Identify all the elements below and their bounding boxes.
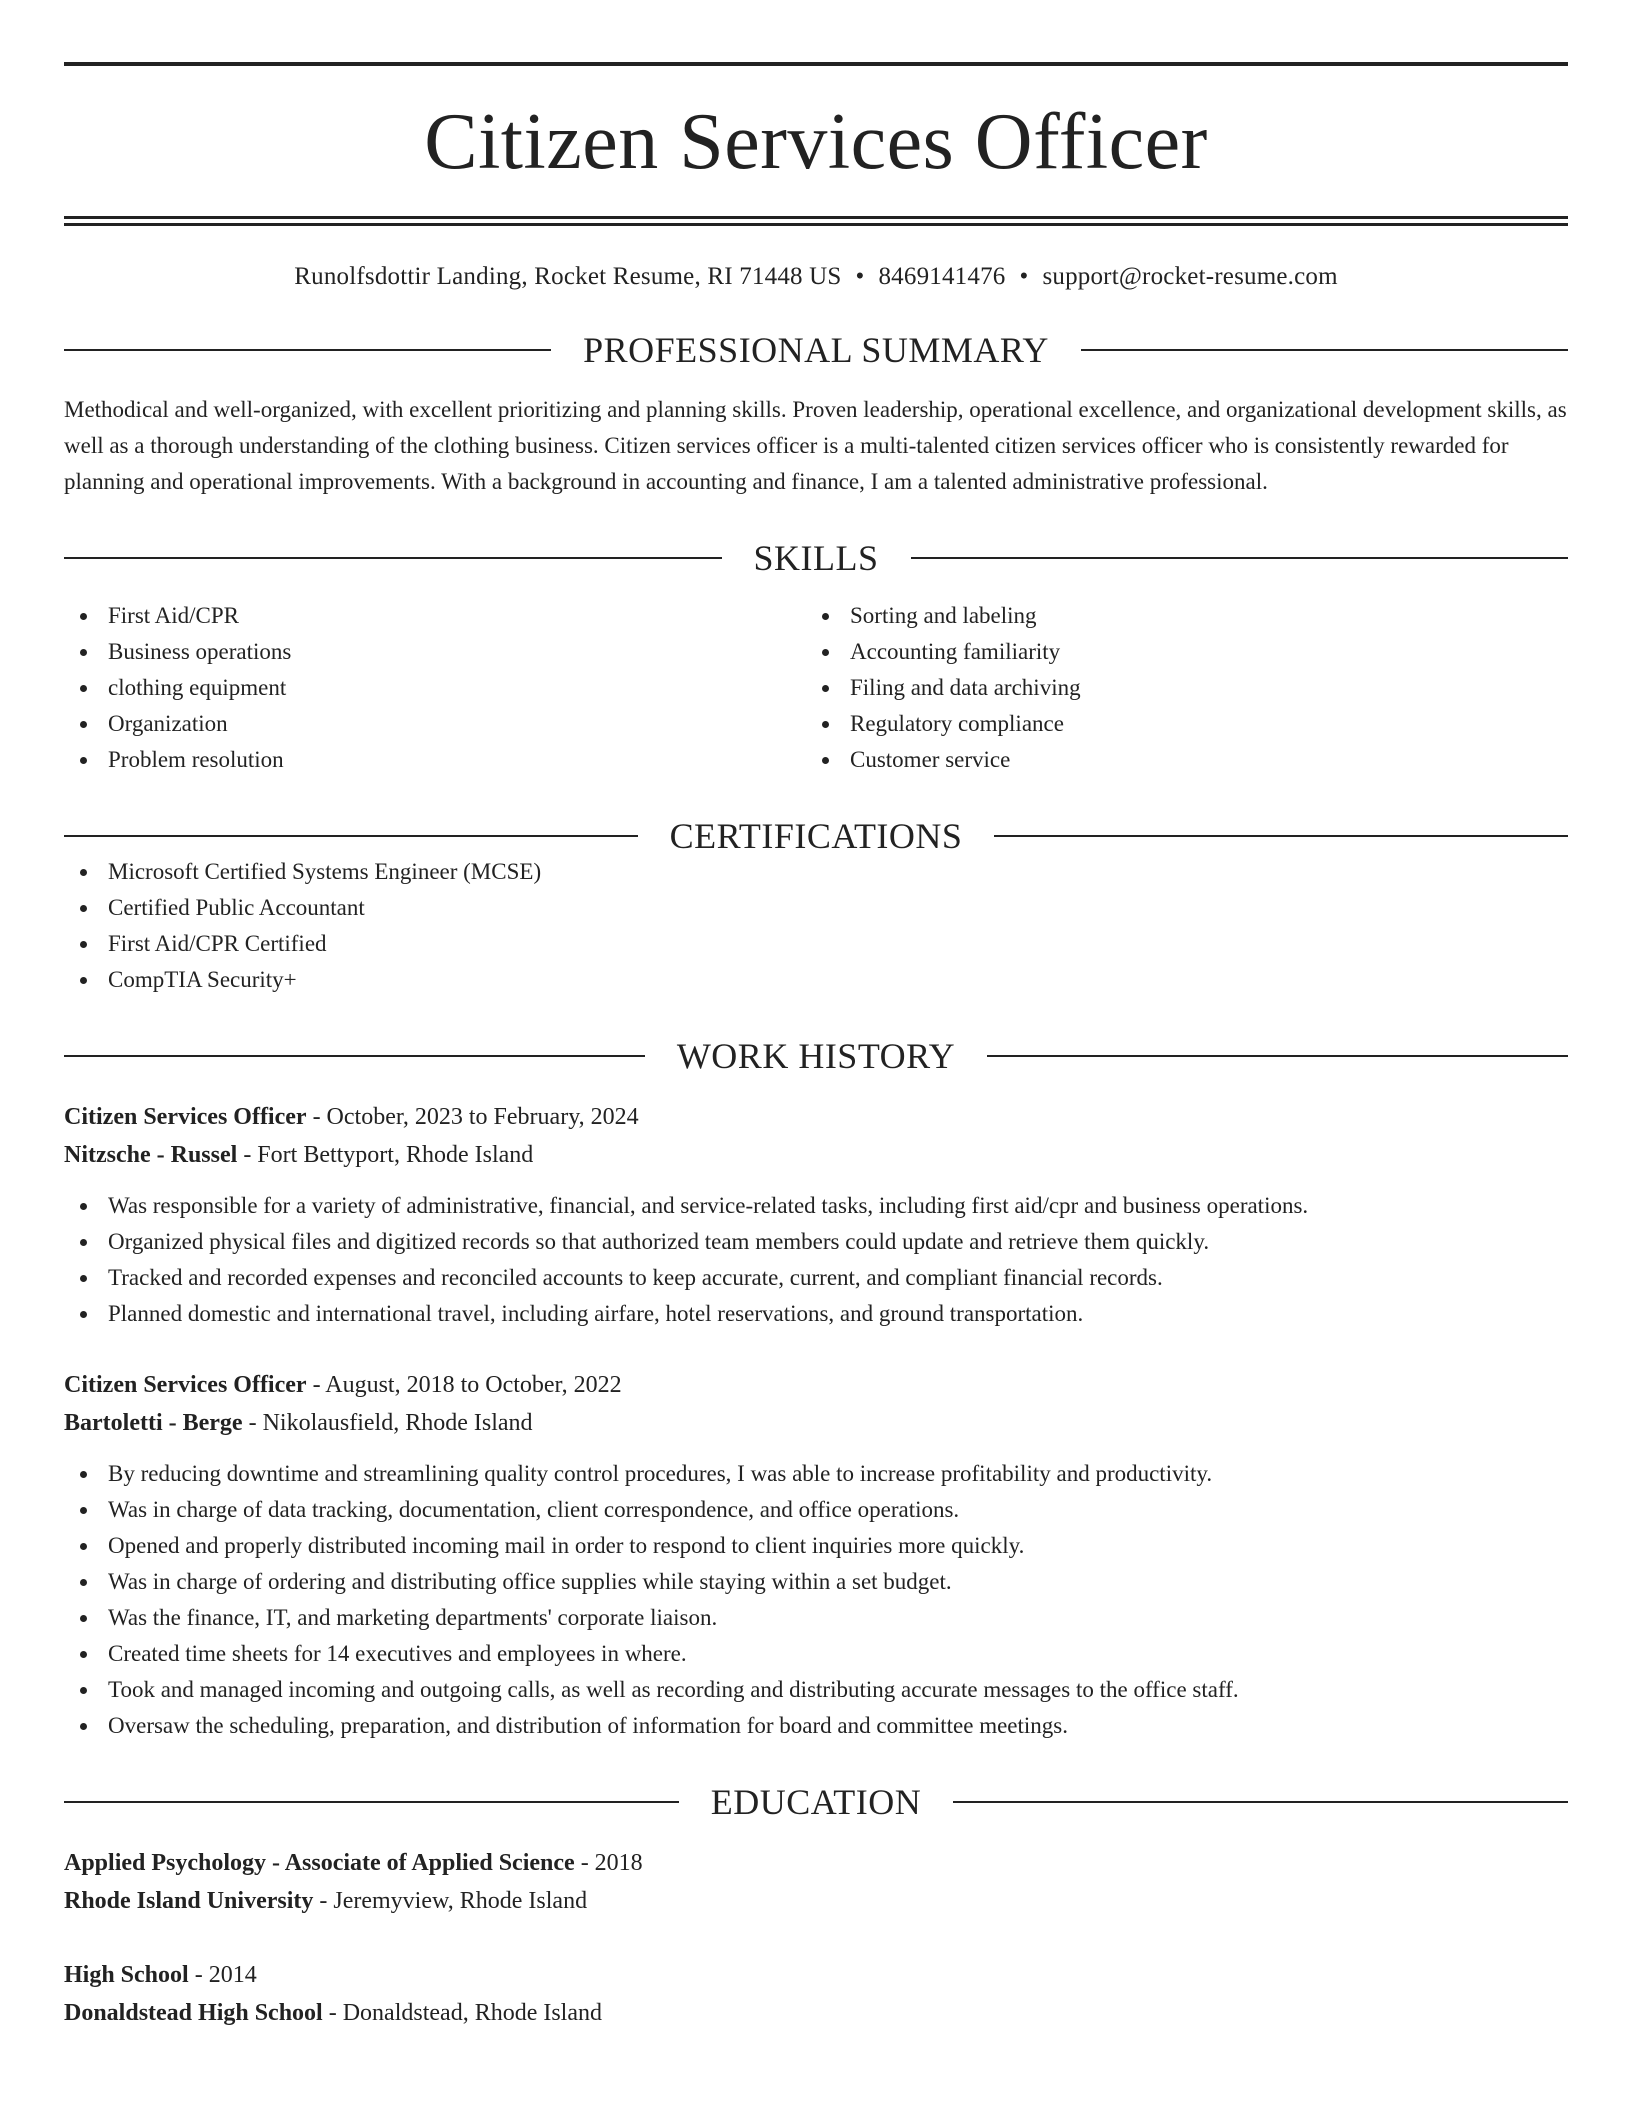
job-title: Citizen Services Officer — [64, 1104, 307, 1130]
job-duty: Oversaw the scheduling, preparation, and distribution of information for board and committee meetings. — [64, 1708, 1568, 1744]
certifications-title: CERTIFICATIONS — [669, 816, 963, 856]
job-duty: Planned domestic and international travel, including airfare, hotel reservations, and ground transportation. — [64, 1296, 1568, 1332]
education-degree: High School — [64, 1962, 189, 1988]
education-degree-line — [64, 1844, 1568, 1882]
job-dates: - October, 2023 to February, 2024 — [306, 1104, 639, 1130]
job-entry — [64, 1098, 1568, 1332]
skills-column-left — [64, 598, 806, 778]
job-duty: Was responsible for a variety of administrative, financial, and service-related tasks, including first aid/cpr and business operations. — [64, 1188, 1568, 1224]
certifications-list — [64, 854, 1568, 998]
education-degree-line — [64, 1956, 1568, 1994]
top-rule — [64, 62, 1568, 66]
job-duty: Opened and properly distributed incoming mail in order to respond to client inquiries more quickly. — [64, 1528, 1568, 1564]
job-duties — [64, 1188, 1568, 1332]
job-company-line — [64, 1136, 1568, 1174]
skill-item: Sorting and labeling — [806, 598, 1548, 634]
heading-rule — [994, 835, 1568, 837]
job-location: - Nikolausfield, Rhode Island — [242, 1410, 533, 1436]
job-duty: Created time sheets for 14 executives and employees in where. — [64, 1636, 1568, 1672]
skill-item: Problem resolution — [64, 742, 806, 778]
certification-item: Microsoft Certified Systems Engineer (MCSE) — [64, 854, 1568, 890]
heading-rule — [987, 1055, 1568, 1057]
separator-dot: • — [855, 263, 865, 290]
job-entry — [64, 1366, 1568, 1744]
double-rule — [64, 216, 1568, 226]
certification-item: First Aid/CPR Certified — [64, 926, 1568, 962]
resume-title: Citizen Services Officer — [424, 98, 1208, 186]
education-degree: Applied Psychology - Associate of Applied Science — [64, 1850, 575, 1876]
job-duty: Was in charge of ordering and distributing office supplies while staying within a set budget. — [64, 1564, 1568, 1600]
skills-column-right — [806, 598, 1548, 778]
work-title: WORK HISTORY — [676, 1036, 956, 1076]
job-company: Bartoletti - Berge — [64, 1410, 243, 1436]
job-duty: Organized physical files and digitized records so that authorized team members could update and retrieve them quickly. — [64, 1224, 1568, 1260]
education-entry — [64, 1956, 1568, 2032]
skill-item: Business operations — [64, 634, 806, 670]
job-duty: Was in charge of data tracking, documentation, client correspondence, and office operations. — [64, 1492, 1568, 1528]
job-company: Nitzsche - Russel — [64, 1142, 238, 1168]
skill-item: Customer service — [806, 742, 1548, 778]
summary-title: PROFESSIONAL SUMMARY — [583, 330, 1049, 370]
certification-item: Certified Public Accountant — [64, 890, 1568, 926]
skills-list — [64, 598, 1568, 778]
heading-rule — [64, 835, 638, 837]
education-school: Rhode Island University — [64, 1888, 314, 1914]
summary-heading — [64, 332, 1568, 368]
education-location: - Donaldstead, Rhode Island — [322, 2000, 603, 2026]
skill-item: clothing equipment — [64, 670, 806, 706]
job-duty: By reducing downtime and streamlining quality control procedures, I was able to increase profitability and productivity. — [64, 1456, 1568, 1492]
skill-item: Regulatory compliance — [806, 706, 1548, 742]
certification-item: CompTIA Security+ — [64, 962, 1568, 998]
job-duties — [64, 1456, 1568, 1744]
heading-rule — [64, 1055, 645, 1057]
heading-rule — [911, 557, 1569, 559]
education-entry — [64, 1844, 1568, 1920]
contact-phone: 8469141476 — [878, 263, 1006, 290]
job-title-line — [64, 1366, 1568, 1404]
education-location: - Jeremyview, Rhode Island — [313, 1888, 588, 1914]
job-company-line — [64, 1404, 1568, 1442]
job-title: Citizen Services Officer — [64, 1372, 307, 1398]
job-dates: - August, 2018 to October, 2022 — [306, 1372, 622, 1398]
separator-dot: • — [1019, 263, 1029, 290]
contact-email[interactable]: support@rocket-resume.com — [1042, 263, 1338, 290]
education-title: EDUCATION — [710, 1782, 922, 1822]
education-heading — [64, 1784, 1568, 1820]
work-heading — [64, 1038, 1568, 1074]
education-school: Donaldstead High School — [64, 2000, 323, 2026]
education-year: - 2014 — [188, 1962, 257, 1988]
heading-rule — [64, 557, 722, 559]
education-school-line — [64, 1994, 1568, 2032]
heading-rule — [1081, 349, 1568, 351]
skill-item: Accounting familiarity — [806, 634, 1548, 670]
job-duty: Took and managed incoming and outgoing calls, as well as recording and distributing accurate messages to the office staff. — [64, 1672, 1568, 1708]
skill-item: Organization — [64, 706, 806, 742]
skills-title: SKILLS — [753, 538, 879, 578]
heading-rule — [64, 349, 551, 351]
education-school-line — [64, 1882, 1568, 1920]
job-duty: Was the finance, IT, and marketing departments' corporate liaison. — [64, 1600, 1568, 1636]
contact-address: Runolfsdottir Landing, Rocket Resume, RI 71448 US — [294, 263, 842, 290]
job-title-line — [64, 1098, 1568, 1136]
education-year: - 2018 — [574, 1850, 643, 1876]
summary-text: Methodical and well-organized, with excellent prioritizing and planning skills. Proven leadership, operational excellence, and organizational development skills, as well as a thorough understanding of the clothing business. Citizen services officer is a multi-talented citizen services officer who is consistently rewarded for planning and operational improvements. With a background in accounting and finance, I am a talented administrative professional. — [64, 397, 1567, 494]
job-duty: Tracked and recorded expenses and reconciled accounts to keep accurate, current, and compliant financial records. — [64, 1260, 1568, 1296]
contact-line — [64, 262, 1568, 292]
skill-item: First Aid/CPR — [64, 598, 806, 634]
heading-rule — [64, 1801, 679, 1803]
heading-rule — [953, 1801, 1568, 1803]
skill-item: Filing and data archiving — [806, 670, 1548, 706]
job-location: - Fort Bettyport, Rhode Island — [237, 1142, 534, 1168]
skills-heading — [64, 540, 1568, 576]
certifications-heading — [64, 818, 1568, 854]
